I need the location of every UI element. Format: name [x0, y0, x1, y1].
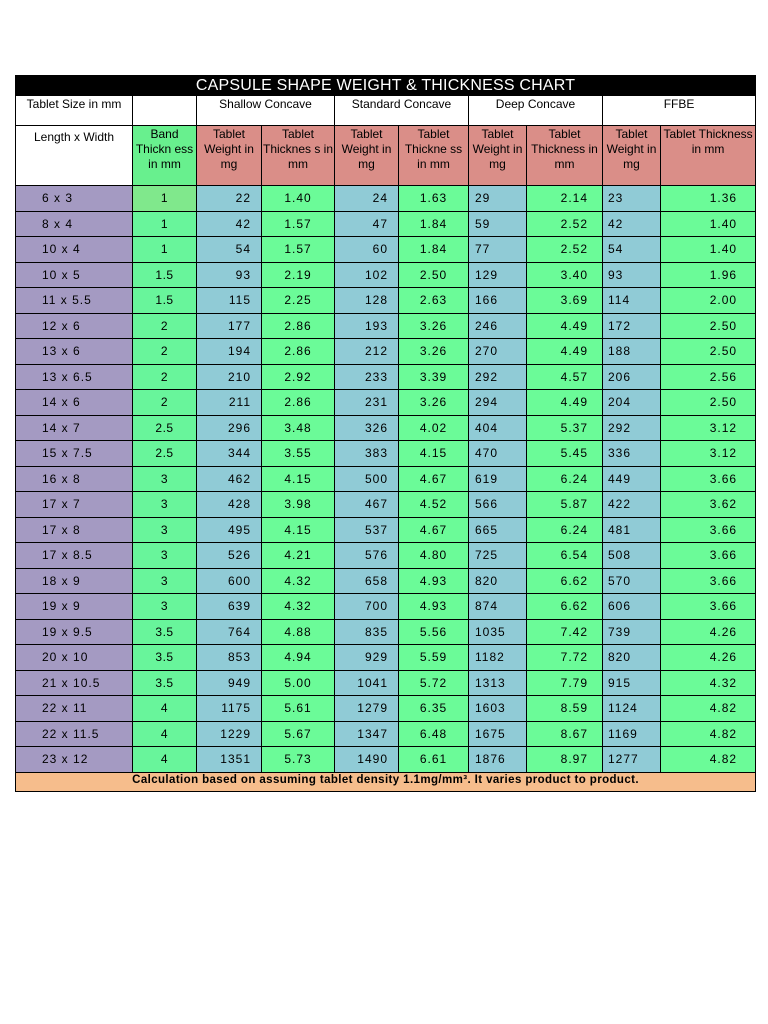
standard-weight-cell: 537: [335, 517, 399, 543]
standard-weight-cell: 193: [335, 313, 399, 339]
table-body: [16, 186, 756, 773]
deep-weight-cell: 1675: [469, 721, 527, 747]
band-thickness-cell: 3: [133, 492, 197, 518]
deep-weight-cell: 1035: [469, 619, 527, 645]
band-thickness-cell: 3: [133, 517, 197, 543]
table-row: [16, 645, 756, 671]
shallow-thickness-header: Tablet Thicknes s in mm: [262, 126, 335, 186]
size-cell: 20 x 10: [16, 645, 133, 671]
shallow-weight-cell: 1175: [197, 696, 262, 722]
shallow-weight-cell: 495: [197, 517, 262, 543]
deep-thickness-cell: 5.37: [527, 415, 603, 441]
standard-weight-cell: 231: [335, 390, 399, 416]
standard-thickness-cell: 1.84: [399, 211, 469, 237]
shallow-weight-cell: 93: [197, 262, 262, 288]
size-cell: 11 x 5.5: [16, 288, 133, 314]
size-cell: 14 x 6: [16, 390, 133, 416]
deep-thickness-cell: 3.40: [527, 262, 603, 288]
standard-weight-cell: 576: [335, 543, 399, 569]
size-cell: 22 x 11.5: [16, 721, 133, 747]
size-cell: 10 x 5: [16, 262, 133, 288]
shallow-thickness-cell: 3.48: [262, 415, 335, 441]
shallow-thickness-cell: 3.98: [262, 492, 335, 518]
band-thickness-cell: 4: [133, 696, 197, 722]
band-thickness-cell: 2: [133, 313, 197, 339]
table-row: [16, 390, 756, 416]
shallow-thickness-cell: 4.94: [262, 645, 335, 671]
deep-weight-cell: 1182: [469, 645, 527, 671]
table-row: [16, 721, 756, 747]
deep-thickness-cell: 2.14: [527, 186, 603, 212]
ffbe-thickness-cell: 1.40: [661, 211, 756, 237]
table-row: [16, 619, 756, 645]
ffbe-thickness-cell: 4.82: [661, 696, 756, 722]
tablet-size-header: Tablet Size in mm: [16, 96, 133, 126]
table-row: [16, 288, 756, 314]
shallow-weight-cell: 296: [197, 415, 262, 441]
ffbe-thickness-cell: 2.50: [661, 339, 756, 365]
deep-weight-cell: 404: [469, 415, 527, 441]
deep-thickness-cell: 6.62: [527, 568, 603, 594]
standard-weight-cell: 1041: [335, 670, 399, 696]
shallow-thickness-cell: 4.21: [262, 543, 335, 569]
ffbe-weight-cell: 206: [603, 364, 661, 390]
band-thickness-cell: 3.5: [133, 619, 197, 645]
table-row: [16, 441, 756, 467]
shallow-thickness-cell: 4.15: [262, 466, 335, 492]
shallow-thickness-cell: 5.61: [262, 696, 335, 722]
standard-thickness-cell: 4.93: [399, 568, 469, 594]
ffbe-thickness-header: Tablet Thickness in mm: [661, 126, 756, 186]
ffbe-weight-cell: 606: [603, 594, 661, 620]
size-cell: 12 x 6: [16, 313, 133, 339]
table-row: [16, 492, 756, 518]
ffbe-weight-cell: 204: [603, 390, 661, 416]
standard-thickness-cell: 1.63: [399, 186, 469, 212]
deep-thickness-cell: 2.52: [527, 211, 603, 237]
band-thickness-cell: 3: [133, 543, 197, 569]
deep-thickness-cell: 7.72: [527, 645, 603, 671]
table-row: [16, 262, 756, 288]
standard-weight-cell: 1490: [335, 747, 399, 773]
shallow-thickness-cell: 4.15: [262, 517, 335, 543]
ffbe-weight-cell: 739: [603, 619, 661, 645]
deep-thickness-cell: 5.45: [527, 441, 603, 467]
deep-weight-cell: 1313: [469, 670, 527, 696]
deep-weight-cell: 470: [469, 441, 527, 467]
size-cell: 19 x 9: [16, 594, 133, 620]
shallow-weight-cell: 1229: [197, 721, 262, 747]
shallow-thickness-cell: 1.40: [262, 186, 335, 212]
table-row: [16, 237, 756, 263]
shallow-weight-cell: 639: [197, 594, 262, 620]
band-thickness-cell: 3: [133, 466, 197, 492]
deep-thickness-cell: 8.67: [527, 721, 603, 747]
ffbe-thickness-cell: 1.96: [661, 262, 756, 288]
table-row: [16, 211, 756, 237]
deep-weight-cell: 1876: [469, 747, 527, 773]
ffbe-weight-cell: 42: [603, 211, 661, 237]
standard-weight-cell: 47: [335, 211, 399, 237]
deep-weight-cell: 246: [469, 313, 527, 339]
band-thickness-cell: 2.5: [133, 441, 197, 467]
shallow-weight-cell: 949: [197, 670, 262, 696]
chart-title: CAPSULE SHAPE WEIGHT & THICKNESS CHART: [16, 76, 756, 96]
ffbe-thickness-cell: 4.26: [661, 619, 756, 645]
shallow-weight-cell: 22: [197, 186, 262, 212]
deep-weight-cell: 820: [469, 568, 527, 594]
ffbe-thickness-cell: 4.82: [661, 747, 756, 773]
table-row: [16, 594, 756, 620]
standard-thickness-cell: 5.56: [399, 619, 469, 645]
size-cell: 15 x 7.5: [16, 441, 133, 467]
table-row: [16, 415, 756, 441]
size-cell: 19 x 9.5: [16, 619, 133, 645]
ffbe-weight-cell: 481: [603, 517, 661, 543]
band-thickness-cell: 3: [133, 568, 197, 594]
deep-weight-cell: 294: [469, 390, 527, 416]
ffbe-weight-cell: 1124: [603, 696, 661, 722]
size-cell: 16 x 8: [16, 466, 133, 492]
standard-thickness-cell: 6.35: [399, 696, 469, 722]
deep-thickness-cell: 6.24: [527, 517, 603, 543]
ffbe-thickness-cell: 3.12: [661, 441, 756, 467]
deep-weight-cell: 725: [469, 543, 527, 569]
ffbe-weight-header: Tablet Weight in mg: [603, 126, 661, 186]
shallow-thickness-cell: 5.67: [262, 721, 335, 747]
shallow-thickness-cell: 2.19: [262, 262, 335, 288]
standard-concave-header: Standard Concave: [335, 96, 469, 126]
ffbe-thickness-cell: 3.62: [661, 492, 756, 518]
shallow-thickness-cell: 2.86: [262, 339, 335, 365]
band-thickness-cell: 3: [133, 594, 197, 620]
band-thickness-cell: 2: [133, 390, 197, 416]
ffbe-header: FFBE: [603, 96, 756, 126]
deep-thickness-cell: 6.24: [527, 466, 603, 492]
size-cell: 23 x 12: [16, 747, 133, 773]
ffbe-thickness-cell: 2.00: [661, 288, 756, 314]
deep-thickness-cell: 4.49: [527, 339, 603, 365]
size-cell: 6 x 3: [16, 186, 133, 212]
shallow-weight-cell: 54: [197, 237, 262, 263]
size-cell: 22 x 11: [16, 696, 133, 722]
table-row: [16, 517, 756, 543]
band-thickness-cell: 4: [133, 721, 197, 747]
ffbe-weight-cell: 570: [603, 568, 661, 594]
standard-thickness-cell: 4.02: [399, 415, 469, 441]
shallow-weight-cell: 600: [197, 568, 262, 594]
table-row: [16, 313, 756, 339]
size-cell: 8 x 4: [16, 211, 133, 237]
deep-thickness-cell: 3.69: [527, 288, 603, 314]
standard-weight-cell: 500: [335, 466, 399, 492]
standard-weight-cell: 60: [335, 237, 399, 263]
standard-weight-cell: 212: [335, 339, 399, 365]
standard-thickness-cell: 4.15: [399, 441, 469, 467]
ffbe-thickness-cell: 3.66: [661, 517, 756, 543]
ffbe-thickness-cell: 2.50: [661, 390, 756, 416]
band-thickness-header: Band Thickn ess in mm: [133, 126, 197, 186]
deep-thickness-cell: 8.97: [527, 747, 603, 773]
deep-weight-cell: 566: [469, 492, 527, 518]
table-row: [16, 696, 756, 722]
ffbe-thickness-cell: 4.82: [661, 721, 756, 747]
standard-weight-header: Tablet Weight in mg: [335, 126, 399, 186]
deep-concave-header: Deep Concave: [469, 96, 603, 126]
deep-thickness-cell: 4.49: [527, 390, 603, 416]
standard-weight-cell: 1347: [335, 721, 399, 747]
table-row: [16, 568, 756, 594]
standard-weight-cell: 102: [335, 262, 399, 288]
standard-weight-cell: 326: [335, 415, 399, 441]
deep-thickness-cell: 6.62: [527, 594, 603, 620]
shallow-thickness-cell: 4.88: [262, 619, 335, 645]
standard-weight-cell: 700: [335, 594, 399, 620]
size-cell: 10 x 4: [16, 237, 133, 263]
standard-weight-cell: 1279: [335, 696, 399, 722]
shallow-weight-cell: 428: [197, 492, 262, 518]
shallow-thickness-cell: 2.86: [262, 390, 335, 416]
ffbe-weight-cell: 820: [603, 645, 661, 671]
blank-header-cell: [133, 96, 197, 126]
shallow-weight-cell: 462: [197, 466, 262, 492]
length-width-header: Length x Width: [16, 126, 133, 186]
shallow-weight-cell: 764: [197, 619, 262, 645]
standard-weight-cell: 929: [335, 645, 399, 671]
ffbe-thickness-cell: 3.12: [661, 415, 756, 441]
size-cell: 13 x 6: [16, 339, 133, 365]
shallow-thickness-cell: 2.86: [262, 313, 335, 339]
deep-weight-cell: 59: [469, 211, 527, 237]
shallow-weight-cell: 115: [197, 288, 262, 314]
footnote: Calculation based on assuming tablet density 1.1mg/mm³. It varies product to product.: [16, 772, 756, 791]
standard-thickness-cell: 4.67: [399, 466, 469, 492]
band-thickness-cell: 2: [133, 364, 197, 390]
deep-weight-cell: 129: [469, 262, 527, 288]
table-row: [16, 670, 756, 696]
table-row: [16, 186, 756, 212]
size-cell: 13 x 6.5: [16, 364, 133, 390]
deep-weight-cell: 665: [469, 517, 527, 543]
deep-weight-cell: 874: [469, 594, 527, 620]
shallow-thickness-cell: 1.57: [262, 211, 335, 237]
ffbe-thickness-cell: 4.32: [661, 670, 756, 696]
ffbe-thickness-cell: 1.40: [661, 237, 756, 263]
deep-weight-cell: 77: [469, 237, 527, 263]
ffbe-thickness-cell: 2.56: [661, 364, 756, 390]
standard-thickness-cell: 6.48: [399, 721, 469, 747]
standard-thickness-cell: 4.93: [399, 594, 469, 620]
ffbe-weight-cell: 422: [603, 492, 661, 518]
band-thickness-cell: 1: [133, 186, 197, 212]
shallow-weight-cell: 526: [197, 543, 262, 569]
shallow-thickness-cell: 5.73: [262, 747, 335, 773]
ffbe-thickness-cell: 1.36: [661, 186, 756, 212]
deep-weight-cell: 1603: [469, 696, 527, 722]
standard-weight-cell: 24: [335, 186, 399, 212]
standard-thickness-cell: 3.26: [399, 339, 469, 365]
ffbe-thickness-cell: 3.66: [661, 543, 756, 569]
deep-thickness-cell: 2.52: [527, 237, 603, 263]
band-thickness-cell: 4: [133, 747, 197, 773]
table-row: [16, 466, 756, 492]
deep-thickness-cell: 5.87: [527, 492, 603, 518]
standard-thickness-cell: 4.67: [399, 517, 469, 543]
standard-thickness-cell: 3.39: [399, 364, 469, 390]
deep-weight-cell: 292: [469, 364, 527, 390]
shallow-thickness-cell: 5.00: [262, 670, 335, 696]
ffbe-weight-cell: 508: [603, 543, 661, 569]
standard-thickness-header: Tablet Thickne ss in mm: [399, 126, 469, 186]
ffbe-thickness-cell: 2.50: [661, 313, 756, 339]
shallow-thickness-cell: 4.32: [262, 594, 335, 620]
standard-thickness-cell: 1.84: [399, 237, 469, 263]
deep-thickness-header: Tablet Thickness in mm: [527, 126, 603, 186]
ffbe-weight-cell: 114: [603, 288, 661, 314]
standard-thickness-cell: 3.26: [399, 313, 469, 339]
ffbe-thickness-cell: 4.26: [661, 645, 756, 671]
band-thickness-cell: 3.5: [133, 670, 197, 696]
shallow-weight-cell: 194: [197, 339, 262, 365]
size-cell: 14 x 7: [16, 415, 133, 441]
shallow-concave-header: Shallow Concave: [197, 96, 335, 126]
table-row: [16, 543, 756, 569]
standard-thickness-cell: 4.52: [399, 492, 469, 518]
shallow-weight-header: Tablet Weight in mg: [197, 126, 262, 186]
shallow-thickness-cell: 2.25: [262, 288, 335, 314]
table-row: [16, 339, 756, 365]
band-thickness-cell: 2: [133, 339, 197, 365]
deep-weight-cell: 270: [469, 339, 527, 365]
shallow-weight-cell: 853: [197, 645, 262, 671]
deep-thickness-cell: 4.57: [527, 364, 603, 390]
standard-weight-cell: 658: [335, 568, 399, 594]
capsule-weight-thickness-table: [15, 75, 756, 792]
band-thickness-cell: 1.5: [133, 288, 197, 314]
standard-thickness-cell: 6.61: [399, 747, 469, 773]
ffbe-weight-cell: 54: [603, 237, 661, 263]
ffbe-weight-cell: 1277: [603, 747, 661, 773]
standard-weight-cell: 233: [335, 364, 399, 390]
shallow-weight-cell: 42: [197, 211, 262, 237]
ffbe-thickness-cell: 3.66: [661, 466, 756, 492]
shallow-weight-cell: 211: [197, 390, 262, 416]
shallow-thickness-cell: 3.55: [262, 441, 335, 467]
band-thickness-cell: 1: [133, 237, 197, 263]
standard-thickness-cell: 5.72: [399, 670, 469, 696]
deep-thickness-cell: 6.54: [527, 543, 603, 569]
standard-weight-cell: 467: [335, 492, 399, 518]
table-row: [16, 747, 756, 773]
standard-weight-cell: 128: [335, 288, 399, 314]
standard-thickness-cell: 2.63: [399, 288, 469, 314]
deep-weight-cell: 166: [469, 288, 527, 314]
standard-thickness-cell: 4.80: [399, 543, 469, 569]
shallow-weight-cell: 210: [197, 364, 262, 390]
deep-thickness-cell: 7.42: [527, 619, 603, 645]
deep-thickness-cell: 4.49: [527, 313, 603, 339]
size-cell: 17 x 8: [16, 517, 133, 543]
deep-weight-cell: 29: [469, 186, 527, 212]
band-thickness-cell: 1.5: [133, 262, 197, 288]
shallow-thickness-cell: 1.57: [262, 237, 335, 263]
standard-thickness-cell: 2.50: [399, 262, 469, 288]
ffbe-thickness-cell: 3.66: [661, 594, 756, 620]
ffbe-weight-cell: 172: [603, 313, 661, 339]
ffbe-weight-cell: 915: [603, 670, 661, 696]
size-cell: 21 x 10.5: [16, 670, 133, 696]
band-thickness-cell: 2.5: [133, 415, 197, 441]
ffbe-thickness-cell: 3.66: [661, 568, 756, 594]
ffbe-weight-cell: 188: [603, 339, 661, 365]
band-thickness-cell: 3.5: [133, 645, 197, 671]
shallow-weight-cell: 177: [197, 313, 262, 339]
deep-weight-cell: 619: [469, 466, 527, 492]
deep-thickness-cell: 8.59: [527, 696, 603, 722]
shallow-thickness-cell: 2.92: [262, 364, 335, 390]
ffbe-weight-cell: 336: [603, 441, 661, 467]
standard-weight-cell: 383: [335, 441, 399, 467]
deep-thickness-cell: 7.79: [527, 670, 603, 696]
deep-weight-header: Tablet Weight in mg: [469, 126, 527, 186]
band-thickness-cell: 1: [133, 211, 197, 237]
ffbe-weight-cell: 93: [603, 262, 661, 288]
shallow-thickness-cell: 4.32: [262, 568, 335, 594]
size-cell: 17 x 7: [16, 492, 133, 518]
standard-weight-cell: 835: [335, 619, 399, 645]
shallow-weight-cell: 344: [197, 441, 262, 467]
table-row: [16, 364, 756, 390]
shallow-weight-cell: 1351: [197, 747, 262, 773]
capsule-chart-sheet: [15, 75, 755, 792]
standard-thickness-cell: 5.59: [399, 645, 469, 671]
standard-thickness-cell: 3.26: [399, 390, 469, 416]
ffbe-weight-cell: 449: [603, 466, 661, 492]
ffbe-weight-cell: 292: [603, 415, 661, 441]
size-cell: 18 x 9: [16, 568, 133, 594]
size-cell: 17 x 8.5: [16, 543, 133, 569]
ffbe-weight-cell: 1169: [603, 721, 661, 747]
ffbe-weight-cell: 23: [603, 186, 661, 212]
